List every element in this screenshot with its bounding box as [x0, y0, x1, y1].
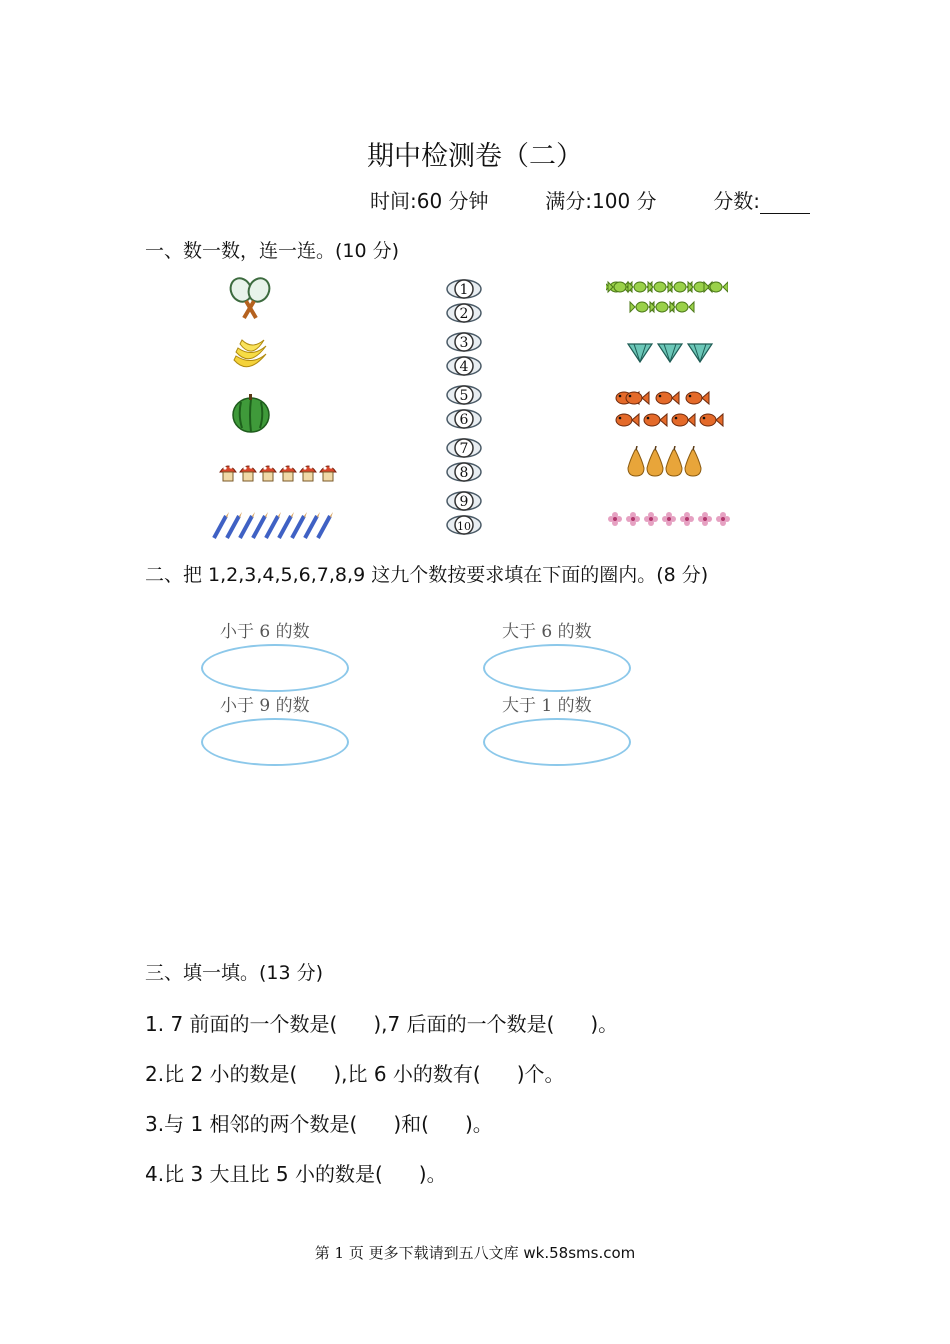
number-label: 7 [459, 441, 469, 457]
number-label: 4 [459, 359, 469, 375]
pencils-icon [212, 512, 338, 540]
number-badge-1[interactable] [447, 280, 481, 298]
question-4: 4.比 3 大且比 5 小的数是( )。 [145, 1162, 447, 1186]
footer-text: 第 1 页 更多下载请到五八文库 [314, 1244, 519, 1262]
number-chain [444, 278, 484, 540]
number-label: 9 [459, 494, 469, 510]
circle-label-less-than-9: 小于 9 的数 [220, 696, 310, 716]
page-title: 期中检测卷（二） [367, 141, 583, 172]
number-column [444, 278, 484, 544]
candies-icon [606, 278, 728, 320]
watermelon-icon [230, 390, 272, 434]
page-footer [0, 1242, 950, 1263]
section3-heading: 三、填一填。(13 分) [145, 962, 324, 984]
question-3: 3.与 1 相邻的两个数是( )和( )。 [145, 1112, 493, 1136]
answer-circle-greater-than-6[interactable] [483, 644, 631, 692]
answer-circle-less-than-9[interactable] [201, 718, 349, 766]
section1-heading: 一、数一数，连一连。(10 分) [145, 240, 400, 262]
score-blank[interactable] [760, 193, 810, 214]
question-1: 1. 7 前面的一个数是( ),7 后面的一个数是( )。 [145, 1012, 619, 1036]
score-label: 分数: [713, 189, 761, 213]
number-label: 3 [459, 335, 469, 351]
answer-circle-greater-than-1[interactable] [483, 718, 631, 766]
number-label: 5 [459, 388, 469, 404]
number-label: 10 [457, 520, 471, 533]
number-label: 2 [459, 306, 469, 322]
number-badge-4[interactable] [447, 357, 481, 375]
number-badge-5[interactable] [447, 386, 481, 404]
circle-label-less-than-6: 小于 6 的数 [220, 622, 310, 642]
fans-icon [626, 340, 718, 366]
time-limit: 时间:60 分钟 [370, 189, 489, 213]
footer-link[interactable]: wk.58sms.com [523, 1244, 636, 1262]
question-2: 2.比 2 小的数是( ),比 6 小的数有( )个。 [145, 1062, 565, 1086]
number-badge-9[interactable] [447, 492, 481, 510]
bananas-icon [230, 336, 270, 376]
tennis-rackets-icon [226, 276, 274, 322]
number-badge-10[interactable] [447, 516, 481, 534]
number-badge-7[interactable] [447, 439, 481, 457]
number-badge-3[interactable] [447, 333, 481, 351]
number-label: 6 [459, 412, 469, 428]
answer-circle-less-than-6[interactable] [201, 644, 349, 692]
number-badge-2[interactable] [447, 304, 481, 322]
flowers-icon [606, 510, 734, 528]
full-score: 满分:100 分 [545, 189, 657, 213]
goldfish-icon [612, 388, 724, 432]
circle-label-greater-than-1: 大于 1 的数 [502, 696, 592, 716]
number-label: 8 [459, 465, 469, 481]
section2-heading: 二、把 1,2,3,4,5,6,7,8,9 这九个数按要求填在下面的圈内。(8 分) [145, 564, 709, 586]
mushroom-houses-icon [218, 458, 340, 484]
number-badge-8[interactable] [447, 463, 481, 481]
number-badge-6[interactable] [447, 410, 481, 428]
number-label: 1 [459, 282, 469, 298]
exam-meta [370, 185, 810, 214]
circle-label-greater-than-6: 大于 6 的数 [502, 622, 592, 642]
pears-icon [626, 446, 704, 478]
